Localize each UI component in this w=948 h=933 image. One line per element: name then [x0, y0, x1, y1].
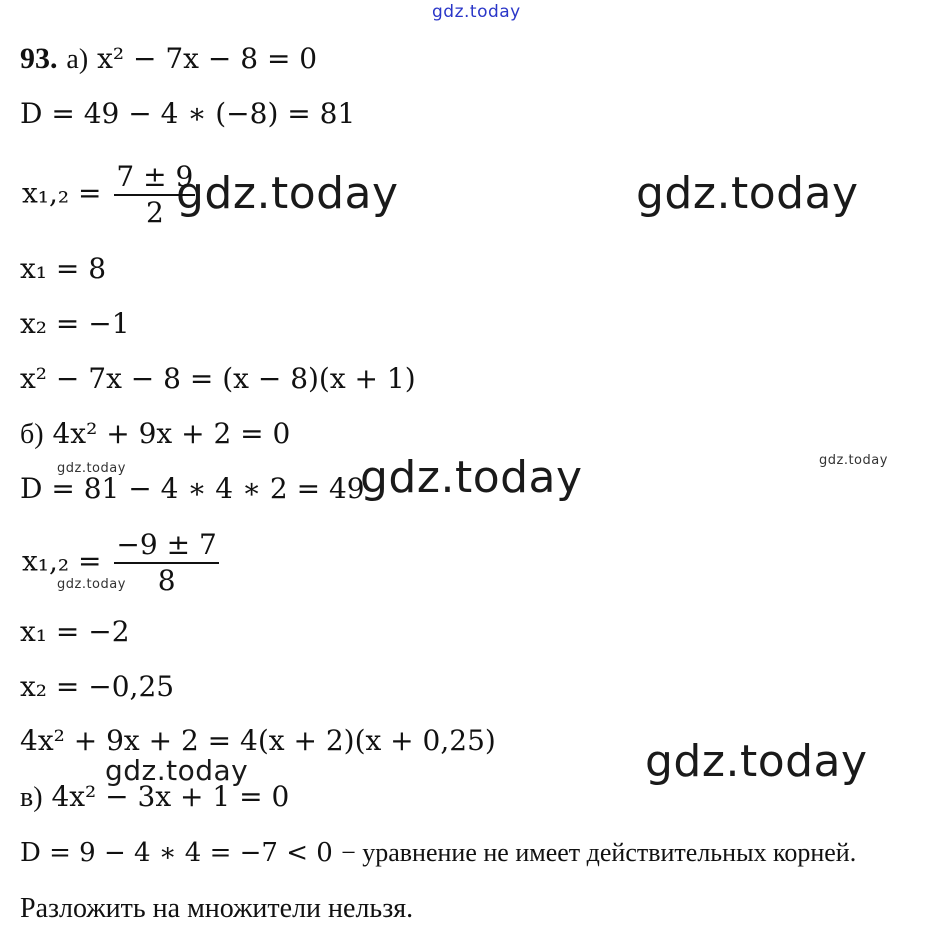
watermark-big: gdz.today: [176, 168, 399, 219]
part-a-factored: x² − 7x − 8 = (x − 8)(x + 1): [20, 362, 416, 395]
part-b-x2: x₂ = −0,25: [20, 670, 175, 703]
part-a-equation-line: [20, 42, 317, 77]
watermark-small: gdz.today: [57, 577, 126, 592]
fraction-numerator: 7 ± 9: [114, 160, 195, 196]
problem-number: 93.: [20, 42, 58, 75]
part-b-x1: x₁ = −2: [20, 615, 130, 648]
fraction-numerator: −9 ± 7: [114, 528, 218, 564]
fraction: [114, 160, 195, 230]
roots-lhs: x₁,₂ =: [22, 176, 102, 210]
part-c-label: в): [20, 782, 43, 813]
watermark-big: gdz.today: [636, 168, 859, 219]
part-c-conclusion: Разложить на множители нельзя.: [20, 893, 414, 924]
watermark-medium: gdz.today: [105, 754, 249, 787]
watermark-top: gdz.today: [432, 2, 521, 22]
fraction: [114, 528, 218, 598]
fraction-denominator: 2: [145, 196, 164, 229]
part-c-discriminant-note: − уравнение не имеет действительных корней.: [341, 838, 857, 867]
part-b-discriminant: D = 81 − 4 ∗ 4 ∗ 2 = 49: [20, 472, 365, 505]
watermark-big: gdz.today: [360, 452, 583, 503]
part-b-equation: 4x² + 9x + 2 = 0: [52, 417, 291, 450]
part-c-discriminant: D = 9 − 4 ∗ 4 = −7 < 0: [20, 838, 333, 868]
part-c-equation-line: [20, 780, 289, 815]
part-a-roots-formula: [22, 160, 195, 230]
part-c-discriminant-line: [20, 836, 856, 870]
watermark-small: gdz.today: [57, 461, 126, 476]
part-b-equation-line: [20, 417, 290, 452]
part-b-factored: 4x² + 9x + 2 = 4(x + 2)(x + 0,25): [20, 724, 496, 757]
roots-lhs: x₁,₂ =: [22, 544, 102, 578]
part-a-equation: x² − 7x − 8 = 0: [97, 42, 318, 75]
watermark-big: gdz.today: [645, 736, 868, 787]
part-a-discriminant: D = 49 − 4 ∗ (−8) = 81: [20, 97, 356, 130]
fraction-denominator: 8: [157, 564, 176, 597]
part-a-x1: x₁ = 8: [20, 252, 107, 285]
watermark-small: gdz.today: [819, 453, 888, 468]
part-c-equation: 4x² − 3x + 1 = 0: [51, 780, 290, 813]
part-a-label: а): [66, 44, 89, 75]
part-b-label: б): [20, 419, 44, 450]
part-a-x2: x₂ = −1: [20, 307, 130, 340]
part-b-roots-formula: [22, 528, 219, 598]
